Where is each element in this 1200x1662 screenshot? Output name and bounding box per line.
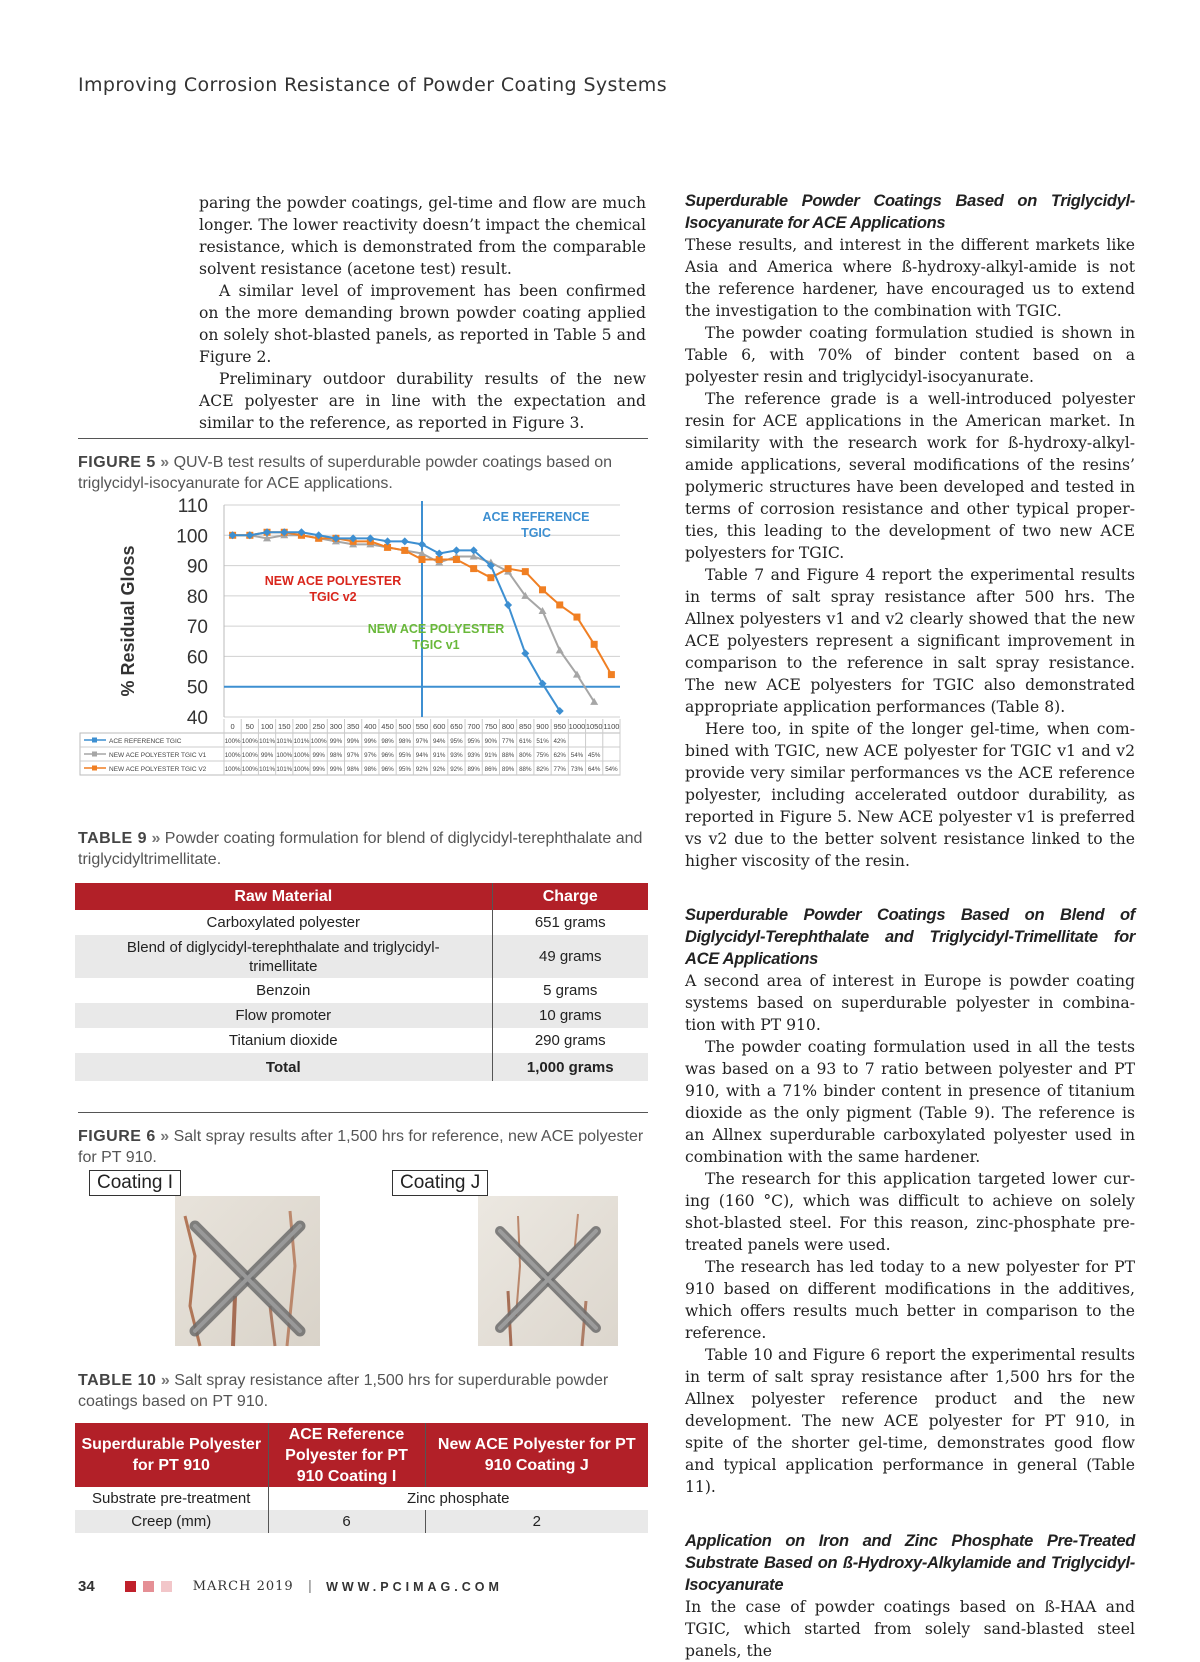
caption-arrow: » bbox=[151, 830, 161, 847]
data-point bbox=[504, 601, 512, 609]
table-cell: 1,000 grams bbox=[492, 1053, 648, 1081]
data-point bbox=[487, 574, 494, 581]
data-point bbox=[573, 614, 580, 621]
table-cell: Carboxylated polyester bbox=[206, 914, 360, 931]
data-point bbox=[452, 546, 460, 554]
data-point bbox=[418, 540, 426, 548]
x-tick-label: 1000 bbox=[568, 722, 586, 731]
y-tick-label: 90 bbox=[186, 556, 208, 578]
y-tick-label: 100 bbox=[176, 526, 208, 548]
data-point bbox=[470, 565, 477, 572]
data-label: 100% bbox=[224, 766, 241, 773]
left-column-text bbox=[199, 192, 646, 434]
legend-marker bbox=[92, 738, 97, 743]
section-heading: Superdurable Powder Coatings Based on Triglycidyl-Isocyanurate for ACE Applications bbox=[685, 192, 1135, 232]
table9 bbox=[75, 883, 648, 1081]
table-row bbox=[75, 935, 648, 978]
legend-label: NEW ACE POLYESTER TGIC V2 bbox=[109, 766, 207, 773]
data-label: 100% bbox=[241, 738, 258, 745]
data-label: 61% bbox=[519, 738, 532, 745]
table-cell: Flow promoter bbox=[75, 1003, 492, 1028]
coating-j-panel-photo bbox=[478, 1196, 618, 1346]
data-point bbox=[608, 671, 615, 678]
data-point bbox=[401, 537, 409, 545]
chart-annotation: NEW ACE POLYESTER bbox=[367, 622, 505, 636]
legend-marker bbox=[92, 766, 97, 771]
paragraph: paring the powder coatings, gel-time and flow are much longer. The lower reactivity doesn’t impact the chemical resistance, which is demonstrated from the comparable solvent resistance (acetone test) result. bbox=[199, 194, 646, 278]
x-tick-label: 600 bbox=[432, 722, 446, 731]
data-label: 98% bbox=[398, 738, 411, 745]
table-row bbox=[75, 1003, 648, 1028]
figure5-caption-text: QUV-B test results of superdurable powder coatings based on triglycidyl-isocyanurate for ACE applications. bbox=[78, 454, 613, 492]
data-point bbox=[539, 586, 546, 593]
data-label: 99% bbox=[312, 752, 325, 759]
data-label: 91% bbox=[484, 752, 498, 759]
table-cell: Benzoin bbox=[256, 982, 311, 999]
table-cell: Total bbox=[75, 1053, 492, 1081]
figure5-caption bbox=[78, 452, 648, 494]
x-tick-label: 200 bbox=[295, 722, 308, 731]
data-label: 100% bbox=[241, 752, 258, 759]
data-label: 100% bbox=[310, 738, 327, 745]
x-tick-label: 0 bbox=[230, 722, 235, 731]
y-tick-label: 50 bbox=[186, 677, 208, 699]
data-label: 64% bbox=[587, 766, 601, 773]
table-cell: Titanium dioxide bbox=[228, 1032, 338, 1049]
table10-caption bbox=[78, 1370, 648, 1412]
footer-square bbox=[143, 1581, 154, 1592]
table-cell: 290 grams bbox=[492, 1028, 648, 1053]
paragraph: A second area of interest in Europe is powder coating systems based on superdurable polyester in combination with PT 910. bbox=[685, 972, 1135, 1034]
x-tick-label: 1050 bbox=[585, 722, 603, 731]
data-label: 51% bbox=[536, 738, 549, 745]
data-label: 95% bbox=[467, 738, 480, 745]
table9-label: TABLE 9 bbox=[78, 830, 147, 847]
x-tick-label: 150 bbox=[278, 722, 291, 731]
data-label: 97% bbox=[364, 752, 377, 759]
paragraph: The research has led today to a new polyester for PT 910 based on different modifications in the additives, which offers results much better in comparison to the reference. bbox=[685, 1258, 1135, 1342]
paragraph: The powder coating formulation studied is shown in Table 6, with 70% of binder content based on a polyester resin and triglycidyl-isocyanurate. bbox=[685, 324, 1135, 386]
paragraph: Here too, in spite of the longer gel-time, when combined with TGIC, new ACE polyester for TGIC v1 and v2 provide very similar performances vs the ACE reference polyester, including accelerated outdoor durability, as reported in Figure 5. New ACE polyester v1 is preferred vs v2 due to the better solvent resistance linked to the higher viscosity of the resin. bbox=[685, 720, 1135, 870]
data-label: 97% bbox=[415, 738, 429, 745]
table-row bbox=[75, 1028, 648, 1053]
coating-j-label: Coating J bbox=[392, 1170, 488, 1196]
data-label: 101% bbox=[259, 738, 275, 745]
issue-date: MARCH 2019 bbox=[192, 1579, 294, 1594]
chart-annotation: ACE REFERENCE bbox=[482, 510, 590, 524]
data-point bbox=[505, 565, 512, 572]
data-label: 99% bbox=[364, 738, 377, 745]
paragraph: Preliminary outdoor durability results of the new ACE polyester are in line with the expectation and similar to the reference, as reported in Figure 3. bbox=[199, 370, 646, 432]
data-label: 98% bbox=[346, 766, 360, 773]
table-row bbox=[75, 1487, 648, 1510]
table-cell: 6 bbox=[268, 1510, 425, 1533]
divider bbox=[78, 1112, 648, 1113]
data-label: 99% bbox=[346, 738, 360, 745]
table-cell: 10 grams bbox=[492, 1003, 648, 1028]
coating-i-panel-photo bbox=[175, 1196, 320, 1346]
website-link[interactable]: WWW.PCIMAG.COM bbox=[326, 1579, 503, 1594]
data-label: 54% bbox=[605, 766, 618, 773]
figure6-caption-text: Salt spray results after 1,500 hrs for reference, new ACE polyester for PT 910. bbox=[78, 1128, 644, 1166]
table-row bbox=[75, 1510, 648, 1533]
y-tick-label: 80 bbox=[186, 586, 208, 608]
divider bbox=[78, 438, 648, 439]
table10 bbox=[75, 1423, 648, 1533]
paragraph: In the case of powder coatings based on ß-HAA and TGIC, which started from solely sand-blasted steel panels, the bbox=[685, 1598, 1135, 1660]
caption-arrow: » bbox=[160, 454, 170, 471]
paragraph: A similar level of improvement has been confirmed on the more demanding brown powder coating applied on solely shot-blasted panels, as reported in Table 5 and Figure 2. bbox=[199, 282, 646, 366]
figure5-chart bbox=[78, 496, 648, 805]
line-chart bbox=[78, 496, 648, 805]
data-label: 75% bbox=[536, 752, 549, 759]
table-cell: Creep (mm) bbox=[75, 1510, 268, 1533]
data-label: 73% bbox=[570, 766, 584, 773]
data-label: 86% bbox=[484, 766, 498, 773]
data-point bbox=[419, 556, 426, 563]
figure5-label: FIGURE 5 bbox=[78, 454, 156, 471]
series-line bbox=[233, 535, 595, 702]
table9-header-material: Raw Material bbox=[75, 883, 492, 910]
data-label: 88% bbox=[501, 752, 515, 759]
legend-marker bbox=[92, 752, 97, 757]
data-label: 92% bbox=[433, 766, 446, 773]
table-cell: Substrate pre-treatment bbox=[92, 1490, 251, 1507]
data-label: 77% bbox=[553, 766, 566, 773]
data-label: 101% bbox=[276, 738, 293, 745]
data-label: 95% bbox=[450, 738, 463, 745]
x-tick-label: 650 bbox=[450, 722, 463, 731]
y-tick-label: 60 bbox=[186, 647, 208, 669]
right-column bbox=[685, 190, 1135, 1662]
data-label: 54% bbox=[570, 752, 584, 759]
page-footer bbox=[78, 1578, 503, 1595]
data-label: 95% bbox=[398, 766, 411, 773]
table-cell: 651 grams bbox=[492, 910, 648, 935]
figure6-caption bbox=[78, 1126, 648, 1168]
chart-annotation: NEW ACE POLYESTER bbox=[264, 574, 402, 588]
y-tick-label: 110 bbox=[177, 496, 208, 517]
data-label: 101% bbox=[259, 766, 275, 773]
x-tick-label: 700 bbox=[467, 722, 480, 731]
data-label: 100% bbox=[224, 752, 241, 759]
data-label: 98% bbox=[381, 738, 394, 745]
page-number: 34 bbox=[78, 1578, 95, 1595]
data-label: 80% bbox=[519, 752, 532, 759]
data-label: 98% bbox=[329, 752, 343, 759]
running-head: Improving Corrosion Resistance of Powder Coating Systems bbox=[78, 74, 668, 96]
footer-separator: | bbox=[307, 1579, 313, 1594]
table9-header-charge: Charge bbox=[492, 883, 648, 910]
data-label: 90% bbox=[484, 738, 498, 745]
table10-label: TABLE 10 bbox=[78, 1372, 157, 1389]
data-label: 99% bbox=[329, 766, 343, 773]
table-cell: Blend of diglycidyl-terephthalate and triglycidyl-trimellitate bbox=[75, 935, 492, 978]
x-tick-label: 100 bbox=[260, 722, 274, 731]
paragraph: The research for this application targeted lower curing (160 °C), which was difficult to achieve on solely shot-blasted steel. For this reason, zinc-phosphate pre-treated panels were used. bbox=[685, 1170, 1135, 1254]
chart-annotation: TGIC v1 bbox=[412, 638, 460, 652]
paragraph: Table 10 and Figure 6 report the experimental results in term of salt spray resistance after 1,500 hrs for the Allnex polyester reference product and the new development. The new ACE polyester for PT 910, in spite of the shorter gel-time, demonstrates good flow and typical application performance in general (Table 11). bbox=[685, 1346, 1135, 1496]
section-heading: Superdurable Powder Coatings Based on Blend of Diglycidyl-Terephthalate and Triglycidyl-Trimellitate for ACE Applications bbox=[685, 906, 1135, 968]
data-label: 92% bbox=[450, 766, 463, 773]
x-tick-label: 900 bbox=[536, 722, 549, 731]
data-label: 100% bbox=[293, 766, 310, 773]
data-label: 97% bbox=[346, 752, 360, 759]
data-label: 82% bbox=[536, 766, 549, 773]
table-cell: 49 grams bbox=[492, 935, 648, 978]
section-heading: Application on Iron and Zinc Phosphate Pre-Treated Substrate Based on ß-Hydroxy-Alkylamide and Triglycidyl-Isocyanurate bbox=[685, 1532, 1135, 1594]
table10-header-1: Superdurable Polyester for PT 910 bbox=[75, 1423, 268, 1487]
footer-square bbox=[125, 1581, 136, 1592]
x-tick-label: 250 bbox=[312, 722, 325, 731]
paragraph: The reference grade is a well-introduced polyester resin for ACE applications in the American market. In similarity with the research work for ß-hydroxy-alkyl-amide applications, several modifications of the resins’ polymeric structures have been developed and tested in terms of corrosion resistance and other typical properties, this leading to the development of two new ACE polyesters for TGIC. bbox=[685, 390, 1135, 562]
x-tick-label: 1100 bbox=[603, 722, 620, 731]
data-point bbox=[522, 568, 529, 575]
x-tick-label: 450 bbox=[381, 722, 394, 731]
data-label: 100% bbox=[241, 766, 258, 773]
data-label: 95% bbox=[398, 752, 411, 759]
table-row bbox=[75, 910, 648, 935]
data-label: 99% bbox=[329, 738, 343, 745]
data-label: 100% bbox=[293, 752, 310, 759]
paragraph: The powder coating formulation used in all the tests was based on a 93 to 7 ratio between polyester and PT 910, with a 71% binder content in presence of titanium dioxide as the only pigment (Table 9). The reference is an Allnex superdurable carboxylated polyester used in combination with the same hardener. bbox=[685, 1038, 1135, 1166]
table-total-row bbox=[75, 1053, 648, 1081]
data-label: 62% bbox=[553, 752, 566, 759]
data-label: 93% bbox=[467, 752, 480, 759]
legend-label: ACE REFERENCE TGIC bbox=[109, 738, 182, 745]
data-label: 100% bbox=[276, 752, 293, 759]
data-label: 99% bbox=[312, 766, 325, 773]
data-point bbox=[401, 547, 408, 554]
table9-caption-text: Powder coating formulation for blend of diglycidyl-terephthalate and triglycidyltrimellitate. bbox=[78, 830, 643, 868]
paragraph: These results, and interest in the different markets like Asia and America where ß-hydroxy-alkyl-amide is not the reference hardener, have encouraged us to extend the investigation to the combination with TGIC. bbox=[685, 236, 1135, 320]
y-axis-title: % Residual Gloss bbox=[118, 545, 138, 697]
data-point bbox=[556, 646, 564, 653]
y-tick-label: 70 bbox=[186, 617, 208, 639]
data-label: 89% bbox=[467, 766, 480, 773]
x-tick-label: 550 bbox=[415, 722, 429, 731]
x-tick-label: 850 bbox=[519, 722, 532, 731]
data-label: 77% bbox=[501, 738, 515, 745]
table10-header-2: ACE Reference Polyester for PT 910 Coating I bbox=[268, 1423, 425, 1487]
table9-caption bbox=[78, 828, 648, 870]
data-label: 100% bbox=[224, 738, 241, 745]
data-label: 101% bbox=[293, 738, 310, 745]
data-point bbox=[556, 601, 563, 608]
y-tick-label: 40 bbox=[186, 708, 208, 729]
x-tick-label: 400 bbox=[364, 722, 377, 731]
legend-label: NEW ACE POLYESTER TGIC V1 bbox=[109, 752, 207, 759]
x-tick-label: 950 bbox=[553, 722, 566, 731]
data-label: 96% bbox=[381, 766, 394, 773]
data-label: 94% bbox=[433, 738, 446, 745]
data-point bbox=[453, 556, 460, 563]
data-label: 94% bbox=[415, 752, 429, 759]
data-label: 92% bbox=[415, 766, 429, 773]
x-tick-label: 500 bbox=[398, 722, 412, 731]
data-label: 45% bbox=[587, 752, 601, 759]
footer-square bbox=[161, 1581, 172, 1592]
paragraph: Table 7 and Figure 4 report the experimental results in terms of salt spray resistance after 500 hrs. The Allnex polyesters v1 and v2 clearly showed that the new ACE polyesters represent a significant improvement in comparison to the reference in salt spray resistance. The new ACE polyesters for TGIC also demonstrated appropriate application performances (Table 8). bbox=[685, 566, 1135, 716]
data-label: 42% bbox=[553, 738, 566, 745]
data-label: 101% bbox=[276, 766, 293, 773]
x-tick-label: 300 bbox=[329, 722, 343, 731]
table-cell: 2 bbox=[425, 1510, 648, 1533]
caption-arrow: » bbox=[160, 1128, 170, 1145]
table-row bbox=[75, 978, 648, 1003]
data-label: 99% bbox=[260, 752, 274, 759]
data-label: 91% bbox=[433, 752, 446, 759]
coating-i-label: Coating I bbox=[89, 1170, 181, 1196]
table10-header-3: New ACE Polyester for PT 910 Coating J bbox=[425, 1423, 648, 1487]
data-label: 96% bbox=[381, 752, 394, 759]
table-cell: 5 grams bbox=[492, 978, 648, 1003]
data-label: 88% bbox=[519, 766, 532, 773]
x-tick-label: 800 bbox=[501, 722, 515, 731]
data-label: 89% bbox=[501, 766, 515, 773]
table-cell: Zinc phosphate bbox=[268, 1487, 648, 1510]
chart-annotation: TGIC v2 bbox=[309, 590, 357, 604]
data-point bbox=[591, 641, 598, 648]
caption-arrow: » bbox=[160, 1372, 170, 1389]
table10-caption-text: Salt spray resistance after 1,500 hrs for superdurable powder coatings based on PT 910. bbox=[78, 1372, 609, 1410]
x-tick-label: 50 bbox=[245, 722, 254, 731]
figure6-label: FIGURE 6 bbox=[78, 1128, 156, 1145]
x-tick-label: 350 bbox=[346, 722, 360, 731]
x-tick-label: 750 bbox=[484, 722, 498, 731]
data-label: 98% bbox=[364, 766, 377, 773]
data-label: 93% bbox=[450, 752, 463, 759]
chart-annotation: TGIC bbox=[521, 526, 551, 540]
